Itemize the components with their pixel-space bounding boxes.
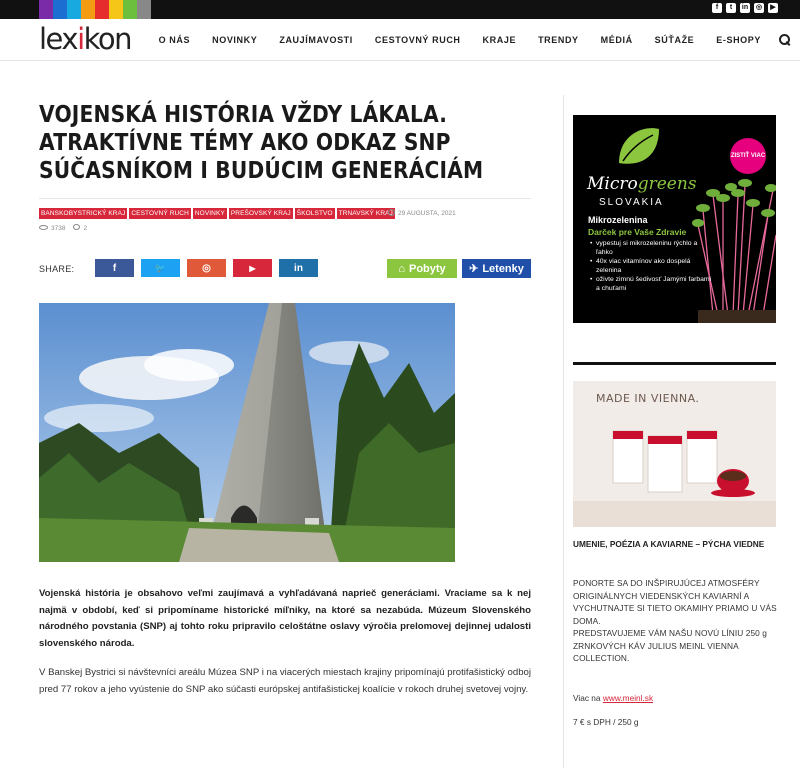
youtube-icon[interactable]: ▶ xyxy=(768,3,778,13)
youtube-icon: ▶ xyxy=(249,263,256,273)
divider xyxy=(39,198,531,199)
pobyty-button[interactable] xyxy=(387,259,457,278)
color-swatch xyxy=(123,0,137,19)
article-tags xyxy=(39,208,395,219)
eye-icon xyxy=(39,225,48,230)
instagram-icon[interactable]: ◎ xyxy=(755,4,763,11)
date-text: 29 AUGUSTA, 2021 xyxy=(398,210,456,217)
brand-part: Micro xyxy=(587,174,638,194)
color-swatch xyxy=(39,0,53,19)
article-lead: Vojenská história je obsahovo veľmi zaujímavá a vyhľadávaná naprieč generáciami. Vraciame sa k nej najmä v období, keď si pripomíname historické míľniky, na ktoré sa nezabúda. Múzeum Slovenského národného povstania (SNP) aj tohto roku pripravilo celoštátne oslavy výročia prelomovej dejinnej udalosti slovenského národa. xyxy=(39,588,531,649)
pobyty-label: Pobyty xyxy=(408,262,446,275)
views-count xyxy=(39,225,65,232)
color-swatch xyxy=(137,0,151,19)
main-nav xyxy=(137,34,790,45)
list-item: • vypestuj si mikrozeleninu rýchlo a ľahko xyxy=(590,239,715,257)
list-item: • 40x viac vitamínov ako dospelá zelenina xyxy=(590,257,715,275)
views-value: 3738 xyxy=(51,224,66,232)
article-photo xyxy=(39,303,455,562)
color-swatch xyxy=(109,0,123,19)
twitter-icon: 🐦 xyxy=(154,262,167,273)
share-buttons xyxy=(95,259,318,277)
share-linkedin-button[interactable] xyxy=(279,259,318,277)
site-header xyxy=(0,19,800,61)
promo-link-line xyxy=(573,693,653,703)
top-bar xyxy=(0,0,800,19)
monument-photo xyxy=(39,303,455,562)
site-logo[interactable] xyxy=(39,22,131,56)
comment-icon xyxy=(73,224,80,230)
letenky-label: Letenky xyxy=(482,262,524,275)
logo-text: lex xyxy=(39,22,78,56)
nav-item-novinky[interactable]: NOVINKY xyxy=(212,34,258,45)
facebook-icon: f xyxy=(112,262,117,274)
twitter-icon[interactable]: t xyxy=(726,3,736,13)
color-swatch xyxy=(53,0,67,19)
comments-count[interactable] xyxy=(73,224,87,232)
article-body: V Banskej Bystrici si návštevníci areálu Múzea SNP i na viacerých miestach krajiny pripomínajú protifašistický odboj pred 77 rokov a jeho vyústenie do SNP ako súčasti európskej antifašistickej koalície v rokoch druhej svetovej vojny. xyxy=(39,667,531,695)
microgreens-brand xyxy=(587,174,697,194)
nav-item-trendy[interactable]: TRENDY xyxy=(538,34,579,45)
brand-part: greens xyxy=(637,174,697,194)
nav-item-e-shopy[interactable]: E-SHOPY xyxy=(716,34,761,45)
logo-text: kon xyxy=(83,22,132,56)
airplane-icon: ✈ xyxy=(469,263,479,275)
color-swatch xyxy=(81,0,95,19)
tag-banskobystricky-kraj[interactable]: BANSKOBYSTRICKÝ KRAJ xyxy=(41,210,126,217)
color-swatch xyxy=(67,0,81,19)
nav-item-zaujimavosti[interactable]: ZAUJÍMAVOSTI xyxy=(279,34,353,45)
tag-trnavsky-kraj[interactable]: TRNAVSKÝ KRAJ xyxy=(338,210,393,217)
tag-presovsky-kraj[interactable]: PREŠOVSKÝ KRAJ xyxy=(230,210,291,217)
ad-headline: MADE IN VIENNA. xyxy=(596,392,700,405)
sidebar-divider xyxy=(573,362,776,365)
list-item: • oživte zimnú šedivosť Jamými farbami a chuťami xyxy=(590,275,715,293)
facebook-icon[interactable]: f xyxy=(712,3,722,13)
promo-paragraph: PONORTE SA DO INŠPIRUJÚCEJ ATMOSFÉRY ORIGINÁLNYCH VIEDENSKÝCH KAVIARNÍ A VYCHUTNAJTE SI TIETO OKAMIHY PRIAMO U VÁS DOMA. xyxy=(573,578,777,626)
article-date xyxy=(388,209,456,217)
julius-meinl-ad[interactable] xyxy=(573,381,776,527)
comments-value: 2 xyxy=(83,225,88,232)
meinl-link[interactable]: www.meinl.sk xyxy=(602,693,654,703)
share-facebook-button[interactable] xyxy=(95,259,134,277)
microgreens-ad[interactable] xyxy=(573,115,776,323)
ad-title: Mikrozelenina xyxy=(588,215,648,225)
coffee-products-art xyxy=(573,381,776,527)
house-icon: ⌂ xyxy=(398,262,405,275)
letenky-button[interactable] xyxy=(462,259,531,278)
logo-accent: i xyxy=(77,22,84,56)
brand-country: SLOVAKIA xyxy=(599,197,664,208)
nav-item-o-nas[interactable]: O NÁS xyxy=(158,34,191,45)
tag-novinky[interactable]: NOVINKY xyxy=(194,210,225,217)
ad-subtitle: Darček pre Vaše Zdravie xyxy=(588,227,687,237)
social-links-top xyxy=(712,3,778,13)
linkedin-icon[interactable]: in xyxy=(741,4,749,11)
tag-skolstvo[interactable]: ŠKOLSTVO xyxy=(296,210,333,217)
promo-text xyxy=(573,577,778,665)
promo-paragraph: PREDSTAVUJEME VÁM NAŠU NOVÚ LÍNIU 250 g ZRNKOVÝCH KÁV JULIUS MEINL VIENNA COLLECTION. xyxy=(573,628,768,663)
article-stats xyxy=(39,224,87,232)
search-icon[interactable] xyxy=(779,34,790,45)
ad-bullets xyxy=(590,239,715,293)
color-swatch xyxy=(95,0,109,19)
share-youtube-button[interactable] xyxy=(233,259,272,277)
nav-item-media[interactable]: MÉDIÁ xyxy=(600,34,633,45)
linkedin-icon: in xyxy=(294,262,303,274)
nav-item-cestovny-ruch[interactable]: CESTOVNÝ RUCH xyxy=(374,34,461,45)
instagram-icon: ◎ xyxy=(202,262,211,274)
promo-price: 7 € s DPH / 250 g xyxy=(573,717,639,727)
tag-cestovny-ruch[interactable]: CESTOVNÝ RUCH xyxy=(131,210,189,217)
share-twitter-button[interactable] xyxy=(141,259,180,277)
promo-title: UMENIE, POÉZIA A KAVIARNE – PÝCHA VIEDNE xyxy=(573,539,765,549)
nav-item-sutaze[interactable]: SÚŤAŽE xyxy=(654,34,695,45)
nav-item-kraje[interactable]: KRAJE xyxy=(482,34,517,45)
link-prefix: Viac na xyxy=(573,693,603,703)
color-strip xyxy=(39,0,151,19)
zistit-viac-button[interactable]: ZISTIŤ VIAC xyxy=(730,138,766,174)
share-instagram-button[interactable] xyxy=(187,259,226,277)
share-label: SHARE: xyxy=(39,264,75,274)
clock-icon xyxy=(388,209,395,216)
article-title: VOJENSKÁ HISTÓRIA VŽDY LÁKALA. ATRAKTÍVNE TÉMY AKO ODKAZ SNP SÚČASNÍKOM I BUDÚCIM GENERÁCIÁM xyxy=(39,100,484,184)
